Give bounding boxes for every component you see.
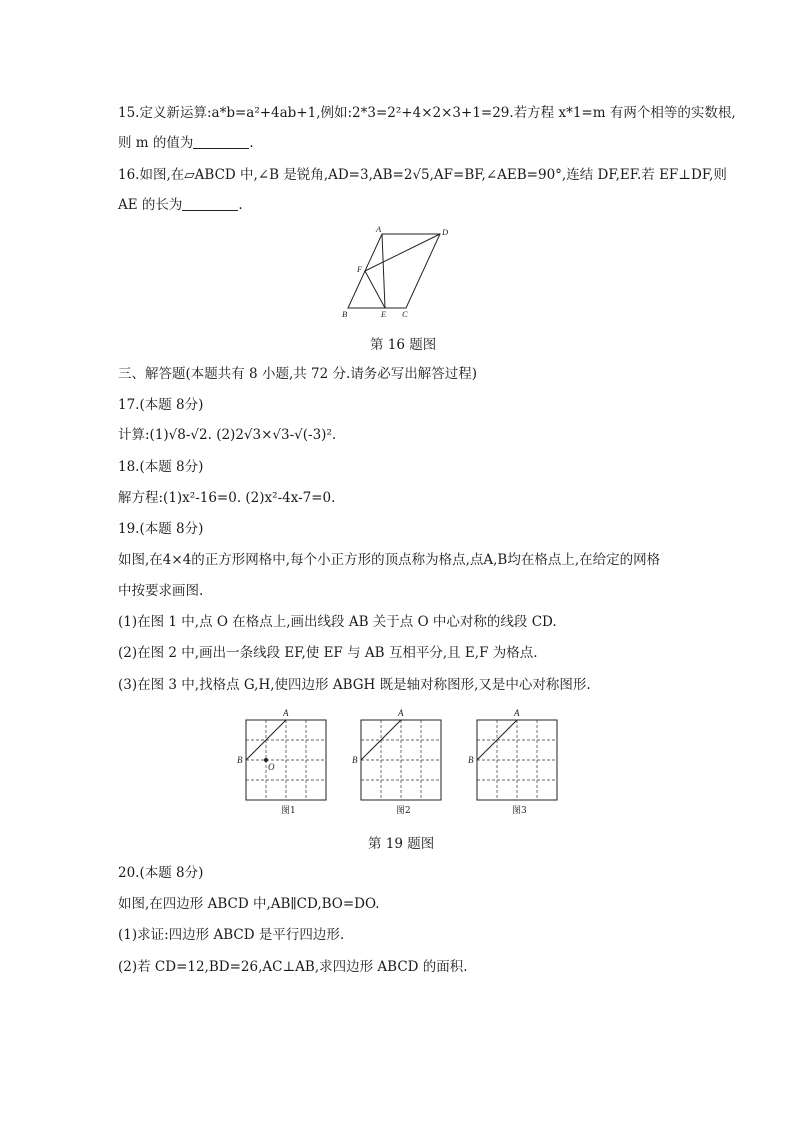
q20-intro: 如图,在四边形 ABCD 中,AB∥CD,BO=DO. bbox=[118, 896, 380, 912]
q16-line2 bbox=[118, 195, 243, 215]
q15-line1: 15.定义新运算:a*b=a²+4ab+1,例如:2*3=2²+4×2×3+1=29.若方程 x*1=m 有两个相等的实数根, bbox=[118, 105, 736, 121]
q18-header: 18.(本题 8分) bbox=[118, 459, 204, 475]
q19-grid-3 bbox=[465, 706, 561, 816]
q20-part1: (1)求证:四边形 ABCD 是平行四边形. bbox=[118, 927, 345, 943]
q20-part2: (2)若 CD=12,BD=26,AC⊥AB,求四边形 ABCD 的面积. bbox=[118, 959, 468, 975]
q16-prompt: AE 的长为 bbox=[118, 197, 183, 213]
q20-header: 20.(本题 8分) bbox=[118, 865, 204, 881]
label-b: B bbox=[468, 755, 474, 765]
label-a: A bbox=[398, 708, 404, 718]
q17-header: 17.(本题 8分) bbox=[118, 397, 204, 413]
grid-caption-1: 图1 bbox=[281, 806, 296, 816]
q16-period: . bbox=[238, 197, 243, 213]
grid-figure-3 bbox=[465, 706, 561, 816]
q15-answer-blank bbox=[193, 134, 249, 149]
q19-grid-2 bbox=[349, 706, 445, 816]
label-c: C bbox=[402, 309, 408, 319]
label-o: O bbox=[268, 762, 275, 772]
q16-line1: 16.如图,在▱ABCD 中,∠B 是锐角,AD=3,AB=2√5,AF=BF,∠AEB=90°,连结 DF,EF.若 EF⊥DF,则 bbox=[118, 167, 727, 183]
q17-body: 计算:(1)√8-√2. (2)2√3×√3-√(-3)². bbox=[118, 427, 337, 443]
label-b: B bbox=[237, 755, 243, 765]
q19-intro-line1: 如图,在4×4的正方形网格中,每个小正方形的顶点称为格点,点A,B均在格点上,在给定的网格 bbox=[118, 552, 661, 568]
label-b: B bbox=[352, 755, 358, 765]
q18-body: 解方程:(1)x²-16=0. (2)x²-4x-7=0. bbox=[118, 490, 336, 506]
q15-prompt: 则 m 的值为 bbox=[118, 135, 194, 151]
q16-figure bbox=[330, 222, 460, 322]
q16-caption: 第 16 题图 bbox=[370, 337, 437, 353]
segment-fe bbox=[365, 271, 385, 308]
label-f: F bbox=[357, 264, 363, 274]
label-e: E bbox=[381, 309, 387, 319]
label-a: A bbox=[376, 224, 382, 234]
q15-line2 bbox=[118, 133, 254, 153]
grid-caption-3: 图3 bbox=[512, 806, 527, 816]
label-b: B bbox=[342, 309, 348, 319]
grid-figure-1 bbox=[234, 706, 330, 816]
segment-ae bbox=[382, 234, 385, 308]
segment-fd bbox=[365, 234, 440, 271]
q19-header: 19.(本题 8分) bbox=[118, 521, 204, 537]
q16-parallelogram-diagram bbox=[330, 222, 460, 322]
label-a: A bbox=[514, 708, 520, 718]
section-3-title: 三、解答题(本题共有 8 小题,共 72 分.请务必写出解答过程) bbox=[118, 366, 478, 382]
label-a: A bbox=[283, 708, 289, 718]
q19-part2: (2)在图 2 中,画出一条线段 EF,使 EF 与 AB 互相平分,且 E,F 为格点. bbox=[118, 645, 538, 661]
q16-answer-blank bbox=[182, 196, 238, 211]
grid-figure-2 bbox=[349, 706, 445, 816]
q15-period: . bbox=[249, 135, 254, 151]
q19-caption: 第 19 题图 bbox=[368, 836, 435, 852]
q19-grid-1 bbox=[234, 706, 330, 816]
q19-part1: (1)在图 1 中,点 O 在格点上,画出线段 AB 关于点 O 中心对称的线段 CD. bbox=[118, 614, 557, 630]
q19-intro-line2: 中按要求画图. bbox=[118, 583, 204, 599]
label-d: D bbox=[442, 227, 449, 237]
grid-caption-2: 图2 bbox=[396, 806, 411, 816]
q19-part3: (3)在图 3 中,找格点 G,H,使四边形 ABGH 既是轴对称图形,又是中心对称图形. bbox=[118, 677, 591, 693]
